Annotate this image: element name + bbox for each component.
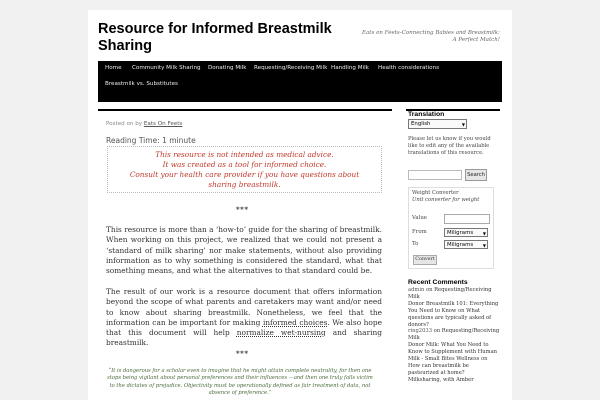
list-item	[408, 328, 500, 342]
chevron-down-icon: ▼	[482, 243, 486, 248]
value-label: Value	[412, 215, 427, 221]
disclaimer-line: It was created as a tool for informed choice.	[162, 160, 327, 169]
intro-paragraph: This resource is more than a ‘how-to’ guide for the sharing of breastmilk. When working on this project, we realized that we could not present a ‘standard of milk sharing’ nor make statements, without also providing information as to why something is considered the standard, what that something means, and what the alternatives to that standard could be.	[106, 225, 382, 276]
nav-item-handling-milk[interactable]: Handling Milk	[331, 65, 369, 71]
language-select-value: English	[411, 121, 431, 127]
on-label: on	[458, 307, 465, 314]
translation-note: Please let us know if you would like to edit any of the available translations of this resource.	[408, 136, 491, 157]
paragraph-text: . We also hope that this document will help	[106, 317, 382, 338]
site-title[interactable]: Resource for Informed Breastmilk Sharing	[98, 21, 332, 54]
search-button[interactable]: Search	[465, 169, 487, 181]
chevron-down-icon: ▼	[482, 231, 486, 236]
from-unit-select[interactable]	[444, 228, 488, 237]
list-item	[408, 301, 500, 329]
to-unit-select[interactable]	[444, 240, 488, 249]
comment-author: ring2033	[408, 328, 433, 335]
posted-by-label: Posted on by	[106, 121, 143, 127]
content-top-rule	[98, 109, 392, 111]
nav-item-home[interactable]: Home	[105, 65, 122, 71]
converter-subtitle: Unit converter for weight	[412, 197, 480, 203]
quotation: “It is dangerous for a scholar even to imagine that he might attain complete neutrality, for then one stops being vigilant about personal preferences and their influences —and then one truly falls victim to the dictates of prejudice. Objectivity must be operationally defined as fair treatment of data, not absence of preference.”	[107, 368, 373, 396]
list-item	[408, 287, 500, 301]
comment-post-link[interactable]: Requesting/Receiving Milk	[408, 287, 492, 300]
chevron-down-icon: ▼	[461, 122, 465, 127]
search-input[interactable]	[408, 170, 462, 180]
nav-item-health-considerations[interactable]: Health considerations	[378, 65, 440, 71]
informed-choices-link[interactable]: informed choices	[262, 317, 328, 327]
paragraph-text: The result of our work is a resource document that offers information beyond the scope of what parents and caretakers may want and/or need to know about sharing breastmilk. Nonetheless, we feel that the information can be important for making	[106, 287, 382, 327]
convert-button[interactable]: Convert	[413, 255, 437, 265]
nav-item-breastmilk-vs-substitutes[interactable]: Breastmilk vs. Substitutes	[105, 81, 178, 87]
section-separator: ***	[236, 349, 249, 358]
from-label: From	[412, 229, 427, 235]
section-separator: ***	[236, 205, 249, 214]
disclaimer-line: This resource is not intended as medical advice.	[155, 150, 334, 159]
result-paragraph	[106, 287, 382, 349]
comment-author-link[interactable]: Milksharing, with Amber	[408, 376, 474, 383]
site-tagline: Eats on Feets-Connecting Babies and Breastmilk: A Perfect Match!	[362, 30, 500, 43]
comment-author: admin	[408, 287, 425, 293]
nav-item-requesting-receiving-milk[interactable]: Requesting/Receiving Milk	[254, 65, 328, 71]
comment-author-link[interactable]: Donor Milk: What You Need to Know to Supplement with Human Milk - Small Bites Wellness	[408, 342, 498, 363]
list-item	[408, 342, 500, 377]
on-label: on	[480, 356, 488, 363]
to-label: To	[412, 241, 419, 247]
comment-post-link[interactable]: How can breastmilk be pasteurized at home?	[408, 362, 469, 376]
paragraph-text: and sharing breastmilk.	[106, 328, 382, 348]
from-unit-value: Miligrams	[447, 230, 474, 236]
nav-item-donating-milk[interactable]: Donating Milk	[208, 65, 247, 71]
to-unit-value: Miligrams	[447, 242, 474, 248]
list-item	[408, 377, 500, 384]
value-input[interactable]	[444, 214, 490, 224]
medical-disclaimer	[107, 146, 382, 193]
on-label: on	[433, 328, 441, 335]
post-meta	[106, 121, 182, 127]
recent-comments-heading: Recent Comments	[408, 279, 468, 286]
comment-author-link[interactable]: Donor Breastmilk 101: Everything You Need to Know	[408, 300, 499, 314]
normalize-wet-nursing-link[interactable]: normalize wet-nursing	[236, 328, 326, 338]
converter-title: Weight Converter	[412, 190, 459, 196]
language-select[interactable]	[408, 119, 467, 129]
disclaimer-line: sharing breastmilk.	[208, 180, 281, 189]
recent-comments-list	[408, 287, 500, 384]
post-author-link[interactable]: Eats On Feets	[143, 121, 183, 127]
translation-heading: Translation	[408, 111, 445, 118]
on-label: on	[426, 287, 433, 293]
reading-time: Reading Time: 1 minute	[106, 136, 196, 145]
comment-post-link[interactable]: What questions are typically asked of donors?	[408, 307, 492, 328]
comment-post-link[interactable]: Requesting/Receiving Milk	[408, 328, 500, 342]
disclaimer-line: Consult your health care provider if you have questions about	[129, 170, 360, 179]
nav-item-community-milk-sharing[interactable]: Community Milk Sharing	[132, 65, 201, 71]
